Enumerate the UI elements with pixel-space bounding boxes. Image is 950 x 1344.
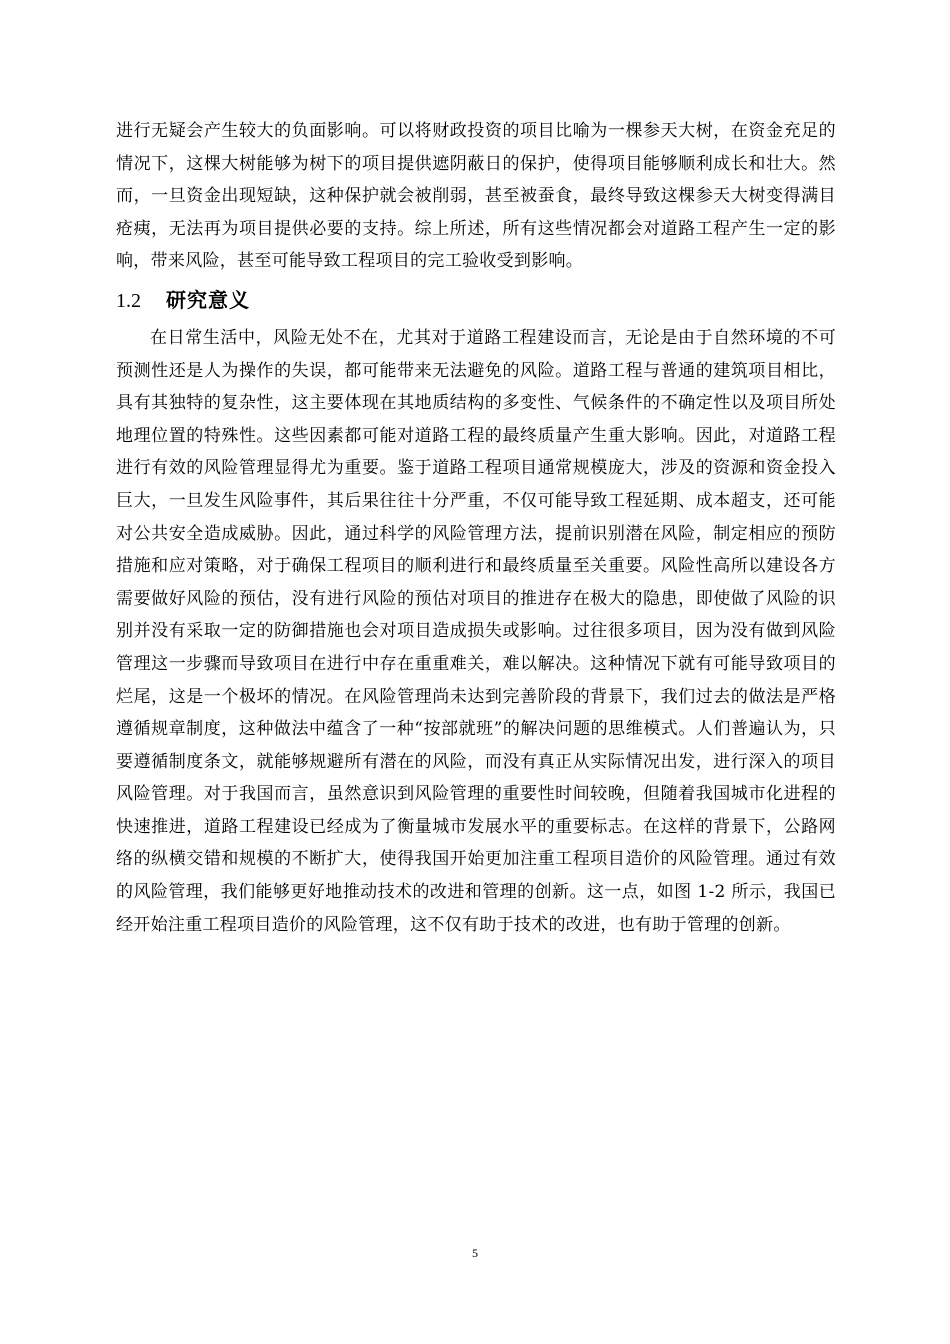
section-title: 研究意义 [166, 287, 250, 312]
body-paragraph-research-significance: 在日常生活中，风险无处不在，尤其对于道路工程建设而言，无论是由于自然环境的不可预测性还是人为操作的失误，都可能带来无法避免的风险。道路工程与普通的建筑项目相比，具有其独特的复杂性，这主要体现在其地质结构的多变性、气候条件的不确定性以及项目所处地理位置的特殊性。这些因素都可能对道路工程的最终质量产生重大影响。因此，对道路工程进行有效的风险管理显得尤为重要。鉴于道路工程项目通常规模庞大，涉及的资源和资金投入巨大，一旦发生风险事件，其后果往往十分严重，不仅可能导致工程延期、成本超支，还可能对公共安全造成威胁。因此，通过科学的风险管理方法，提前识别潜在风险，制定相应的预防措施和应对策略，对于确保工程项目的顺利进行和最终质量至关重要。风险性高所以建设各方需要做好风险的预估，没有进行风险的预估对项目的推进存在极大的隐患，即使做了风险的识别并没有采取一定的防御措施也会对项目造成损失或影响。过往很多项目，因为没有做到风险管理这一步骤而导致项目在进行中存在重重难关，难以解决。这种情况下就有可能导致项目的烂尾，这是一个极坏的情况。在风险管理尚未达到完善阶段的背景下，我们过去的做法是严格遵循规章制度，这种做法中蕴含了一种“按部就班”的解决问题的思维模式。人们普遍认为，只要遵循制度条文，就能够规避所有潜在的风险，而没有真正从实际情况出发，进行深入的项目风险管理。对于我国而言，虽然意识到风险管理的重要性时间较晚，但随着我国城市化进程的快速推进，道路工程建设已经成为了衡量城市发展水平的重要标志。在这样的背景下，公路网络的纵横交错和规模的不断扩大，使得我国开始更加注重工程项目造价的风险管理。通过有效的风险管理，我们能够更好地推动技术的改进和管理的创新。这一点，如图 1-2 所示，我国已经开始注重工程项目造价的风险管理，这不仅有助于技术的改进，也有助于管理的创新。 [116, 327, 836, 935]
body-paragraph-continued: 进行无疑会产生较大的负面影响。可以将财政投资的项目比喻为一棵参天大树，在资金充足的情况下，这棵大树能够为树下的项目提供遮阴蔽日的保护，使得项目能够顺利成长和壮大。然而，一旦资金出现短缺，这种保护就会被削弱，甚至被蚕食，最终导致这棵参天大树变得满目疮痍，无法再为项目提供必要的支持。综上所述，所有这些情况都会对道路工程产生一定的影响，带来风险，甚至可能导致工程项目的完工验收受到影响。 [116, 121, 836, 272]
page-number: 5 [472, 1246, 478, 1260]
section-number: 1.2 [116, 289, 141, 312]
page-content [116, 115, 836, 941]
section-heading [116, 282, 836, 318]
